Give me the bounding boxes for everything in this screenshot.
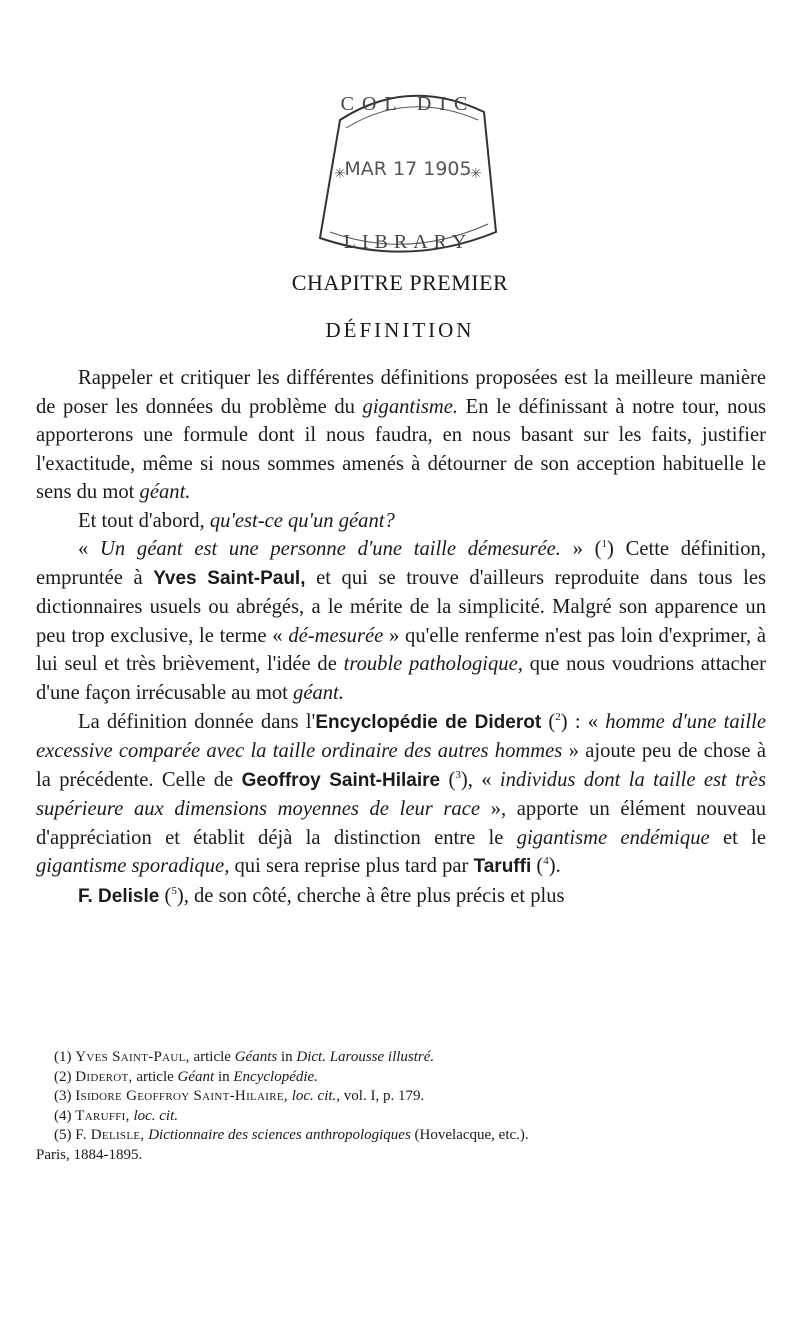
footnote-author: Taruffi, bbox=[75, 1107, 130, 1124]
text: in bbox=[277, 1049, 297, 1065]
italic-text: homme d'une taille excessive comparée avec la taille ordinaire des autres hommes bbox=[36, 710, 766, 763]
footnote-2 bbox=[36, 1068, 766, 1088]
footnote-number: (4) bbox=[54, 1107, 72, 1124]
footnote-3 bbox=[36, 1087, 766, 1107]
text: » ajoute peu de chose à la précédente. Celle de bbox=[36, 740, 766, 791]
footnote-number: (1) bbox=[54, 1049, 72, 1065]
footnote-author: F. Delisle, bbox=[75, 1127, 145, 1144]
bold-name: Encyclopédie de Diderot bbox=[315, 711, 542, 733]
stamp-date: MAR 17 1905 bbox=[344, 158, 472, 180]
bold-name: F. Delisle bbox=[78, 885, 160, 907]
italic-text: Géants bbox=[234, 1049, 278, 1065]
text: La définition donnée dans l' bbox=[78, 710, 316, 733]
text: Et tout d'abord, bbox=[78, 509, 210, 532]
italic-text: gigantisme endémique bbox=[516, 826, 710, 849]
paragraph-4 bbox=[36, 708, 766, 882]
footnote-1 bbox=[36, 1048, 766, 1068]
stamp-top-letters: COL DIC bbox=[340, 93, 476, 115]
text: ), de son côté, cherche à être plus précis et plus bbox=[176, 884, 565, 907]
italic-text: qu'est-ce qu'un géant? bbox=[209, 509, 395, 532]
footnote-ref: 1 bbox=[601, 538, 608, 551]
stamp-bottom-letters: LIBRARY bbox=[343, 231, 473, 253]
italic-text: Géant bbox=[177, 1068, 215, 1085]
bold-name: Yves Saint-Paul, bbox=[153, 567, 306, 589]
italic-text: géant. bbox=[139, 481, 191, 504]
italic-text: loc. cit., bbox=[291, 1088, 341, 1105]
text: » qu'elle renferme n'est pas loin d'exprimer, à lui seul et très brièvement, l'idée de bbox=[36, 624, 766, 676]
library-stamp-graphic bbox=[300, 82, 516, 262]
text: vol. I, p. 179. bbox=[340, 1088, 425, 1105]
text: ( bbox=[440, 768, 456, 791]
footnote-number: (3) bbox=[54, 1088, 72, 1105]
footnote-author: Yves Saint-Paul, bbox=[75, 1049, 190, 1065]
footnote-number: (2) bbox=[54, 1068, 72, 1085]
section-title: DÉFINITION bbox=[325, 318, 475, 342]
footnote-ref: 3 bbox=[455, 768, 461, 781]
italic-text: Un géant est une personne d'une taille démesurée. bbox=[100, 538, 561, 561]
text: ( bbox=[531, 855, 544, 878]
text: in bbox=[214, 1068, 234, 1085]
italic-text: Encyclopédie. bbox=[233, 1068, 318, 1085]
text: En le définissant à notre tour, nous apporterons une formule dont il nous faudra, en nous basant sur les faits, justifier l'exactitude, même si nous sommes amenés à détourner de son acception habituelle le sens du mot bbox=[36, 395, 767, 504]
library-stamp bbox=[300, 82, 516, 262]
paragraph-5 bbox=[36, 882, 766, 912]
footnote-5-continued bbox=[36, 1146, 766, 1166]
italic-text: géant. bbox=[293, 682, 344, 705]
italic-text: Dictionnaire des sciences anthropologiques bbox=[148, 1127, 411, 1144]
paragraph-2 bbox=[36, 507, 766, 536]
italic-text: dé-mesurée bbox=[288, 624, 384, 647]
italic-text: gigantisme sporadique, bbox=[36, 855, 230, 878]
footnote-5 bbox=[36, 1126, 766, 1146]
text: (Hovelacque, etc.). bbox=[410, 1127, 529, 1144]
text: et le bbox=[709, 826, 766, 849]
text: ), « bbox=[460, 768, 500, 791]
italic-text: loc. cit. bbox=[133, 1107, 179, 1124]
chapter-heading: CHAPITRE PREMIER bbox=[291, 270, 509, 295]
italic-text: trouble pathologique, bbox=[343, 653, 523, 676]
text: « bbox=[78, 538, 101, 561]
text: ( bbox=[159, 884, 172, 907]
footnote-ref: 5 bbox=[171, 884, 177, 897]
footnote-author: Isidore Geoffroy Saint-Hilaire, bbox=[75, 1088, 288, 1105]
text: » ( bbox=[560, 538, 602, 561]
paragraph-1 bbox=[36, 364, 766, 507]
text: article bbox=[132, 1068, 178, 1085]
italic-text: gigantisme. bbox=[362, 395, 459, 418]
bold-name: Taruffi bbox=[473, 856, 532, 878]
footnotes bbox=[36, 1048, 766, 1166]
text: Rappeler et critiquer les différentes définitions proposées est la meilleure manière de poser les données du problème du bbox=[36, 367, 766, 418]
text: », apporte un élément nouveau d'appréciation et établit déjà la distinction entre le bbox=[36, 798, 766, 849]
text: que nous voudrions attacher d'une façon irrécusable au mot bbox=[36, 653, 766, 705]
italic-text: individus dont la taille est très supérieure aux dimensions moyennes de leur race bbox=[36, 768, 766, 821]
text: ( bbox=[541, 710, 556, 733]
italic-text: Dict. Larousse illustré. bbox=[296, 1049, 435, 1065]
footnote-ref: 4 bbox=[543, 855, 549, 868]
paragraph-3 bbox=[36, 535, 766, 707]
text: et qui se trouve d'ailleurs reproduite dans tous les dictionnaires usuels ou abrégés, a le mérite de la simplicité. Malgré son apparence un peu trop exclusive, le terme « bbox=[36, 566, 766, 647]
text: ) : « bbox=[560, 710, 606, 733]
footnote-ref: 2 bbox=[555, 710, 561, 723]
stamp-star-icon: ✳ bbox=[470, 166, 482, 182]
main-text bbox=[36, 364, 766, 911]
text: ). bbox=[548, 855, 561, 878]
footnote-author: Diderot, bbox=[75, 1068, 133, 1085]
stamp-star-icon: ✳ bbox=[334, 166, 346, 182]
text: article bbox=[189, 1049, 235, 1065]
text: ) Cette définition, empruntée à bbox=[36, 538, 766, 589]
bold-name: Geoffroy Saint-Hilaire bbox=[241, 769, 441, 791]
text: qui sera reprise plus tard par bbox=[229, 855, 474, 878]
footnote-number: (5) bbox=[54, 1127, 72, 1144]
text: Paris, 1884-1895. bbox=[36, 1146, 143, 1163]
footnote-4 bbox=[36, 1107, 766, 1127]
